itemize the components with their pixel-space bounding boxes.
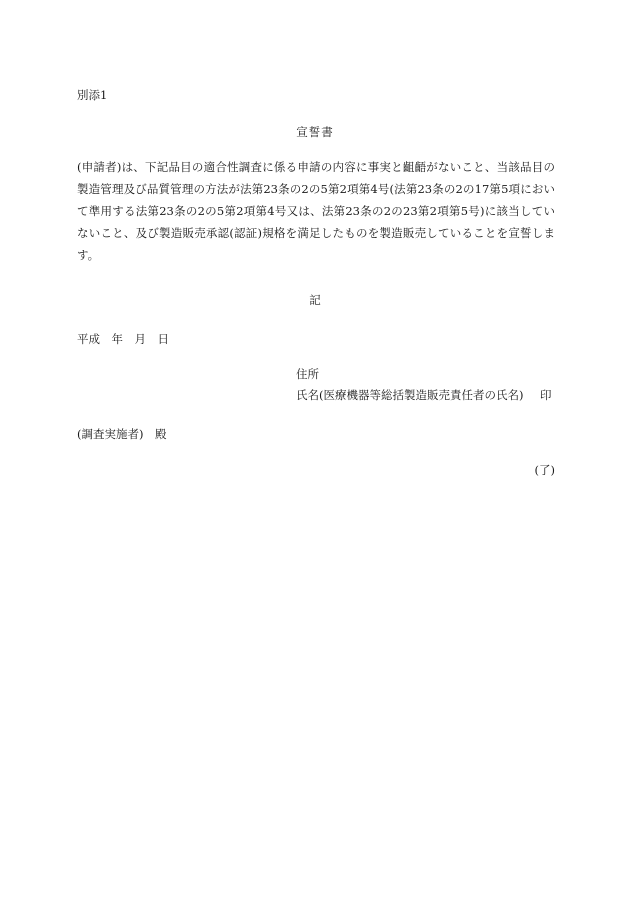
declaration-body: (申請者)は、下記品目の適合性調査に係る申請の内容に事実と齟齬がないこと、当該品目の製造管理及び品質管理の方法が法第23条の2の5第2項第4号(法第23条の2の17第5項において準用する法第23条の2の5第2項第4号又は、法第23条の2の23第2項第5号)に該当していないこと、及び製造販売承認(認証)規格を満足したものを製造販売していることを宣誓します。 (77, 160, 555, 262)
seal-mark: 印 (540, 388, 552, 402)
record-mark: 記 (309, 293, 321, 307)
annex-label: 別添1 (77, 88, 108, 102)
address-label: 住所 (296, 367, 319, 381)
addressee-line: (調査実施者) 殿 (77, 427, 167, 441)
date-line: 平成 年 月 日 (77, 332, 169, 346)
signatory-name-line: 氏名(医療機器等総括製造販売責任者の氏名) (296, 388, 524, 402)
closing-mark: (了) (534, 463, 555, 477)
document-title: 宣誓書 (296, 125, 334, 139)
